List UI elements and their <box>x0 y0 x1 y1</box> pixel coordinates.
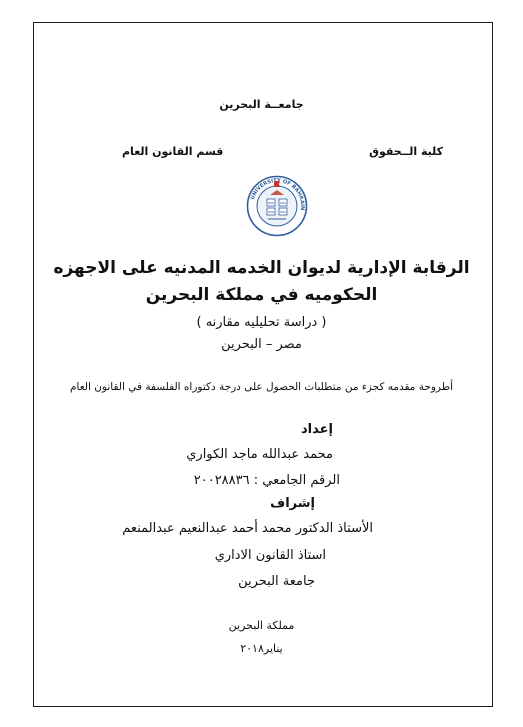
location: مملكة البحرين <box>228 619 295 632</box>
seal-ring-text: UNIVERSI OF BAHRAIN <box>249 178 306 211</box>
thesis-title-line-2: الحكوميه في مملكة البحرين <box>145 285 378 305</box>
university-name: جامعــة البحرين <box>219 98 304 111</box>
department-name: قسم القانون العام <box>122 145 224 158</box>
university-of-bahrain-seal-icon <box>246 175 308 237</box>
date: يناير٢٠١٨ <box>240 642 283 655</box>
author-name: محمد عبدالله ماجد الكواري <box>186 447 333 462</box>
supervisor-university: جامعة البحرين <box>238 574 315 589</box>
thesis-title-line-1: الرقابة الإدارية لديوان الخدمه المدنيه على الاجهزه <box>53 258 470 278</box>
page-border <box>33 22 493 707</box>
student-id: الرقم الجامعي : ٢٠٠٢٨٨٣٦ <box>193 473 340 488</box>
compared-countries: مصر – البحرين <box>221 337 302 352</box>
thesis-description: أطروحة مقدمه كجزء من متطلبات الحصول على درجة دكتوراه الفلسفة في القانون العام <box>70 381 453 393</box>
supervisor-title: استاذ القانون الاداري <box>214 548 326 563</box>
faculty-name: كلية الــحقوق <box>369 145 443 158</box>
supervisor-name: الأستاذ الدكتور محمد أحمد عبدالنعيم عبدالمنعم <box>122 521 373 536</box>
supervision-heading: إشراف <box>270 496 315 511</box>
prepared-by-heading: إعداد <box>301 422 333 437</box>
study-type: ( دراسة تحليليه مقارنه ) <box>196 315 327 330</box>
